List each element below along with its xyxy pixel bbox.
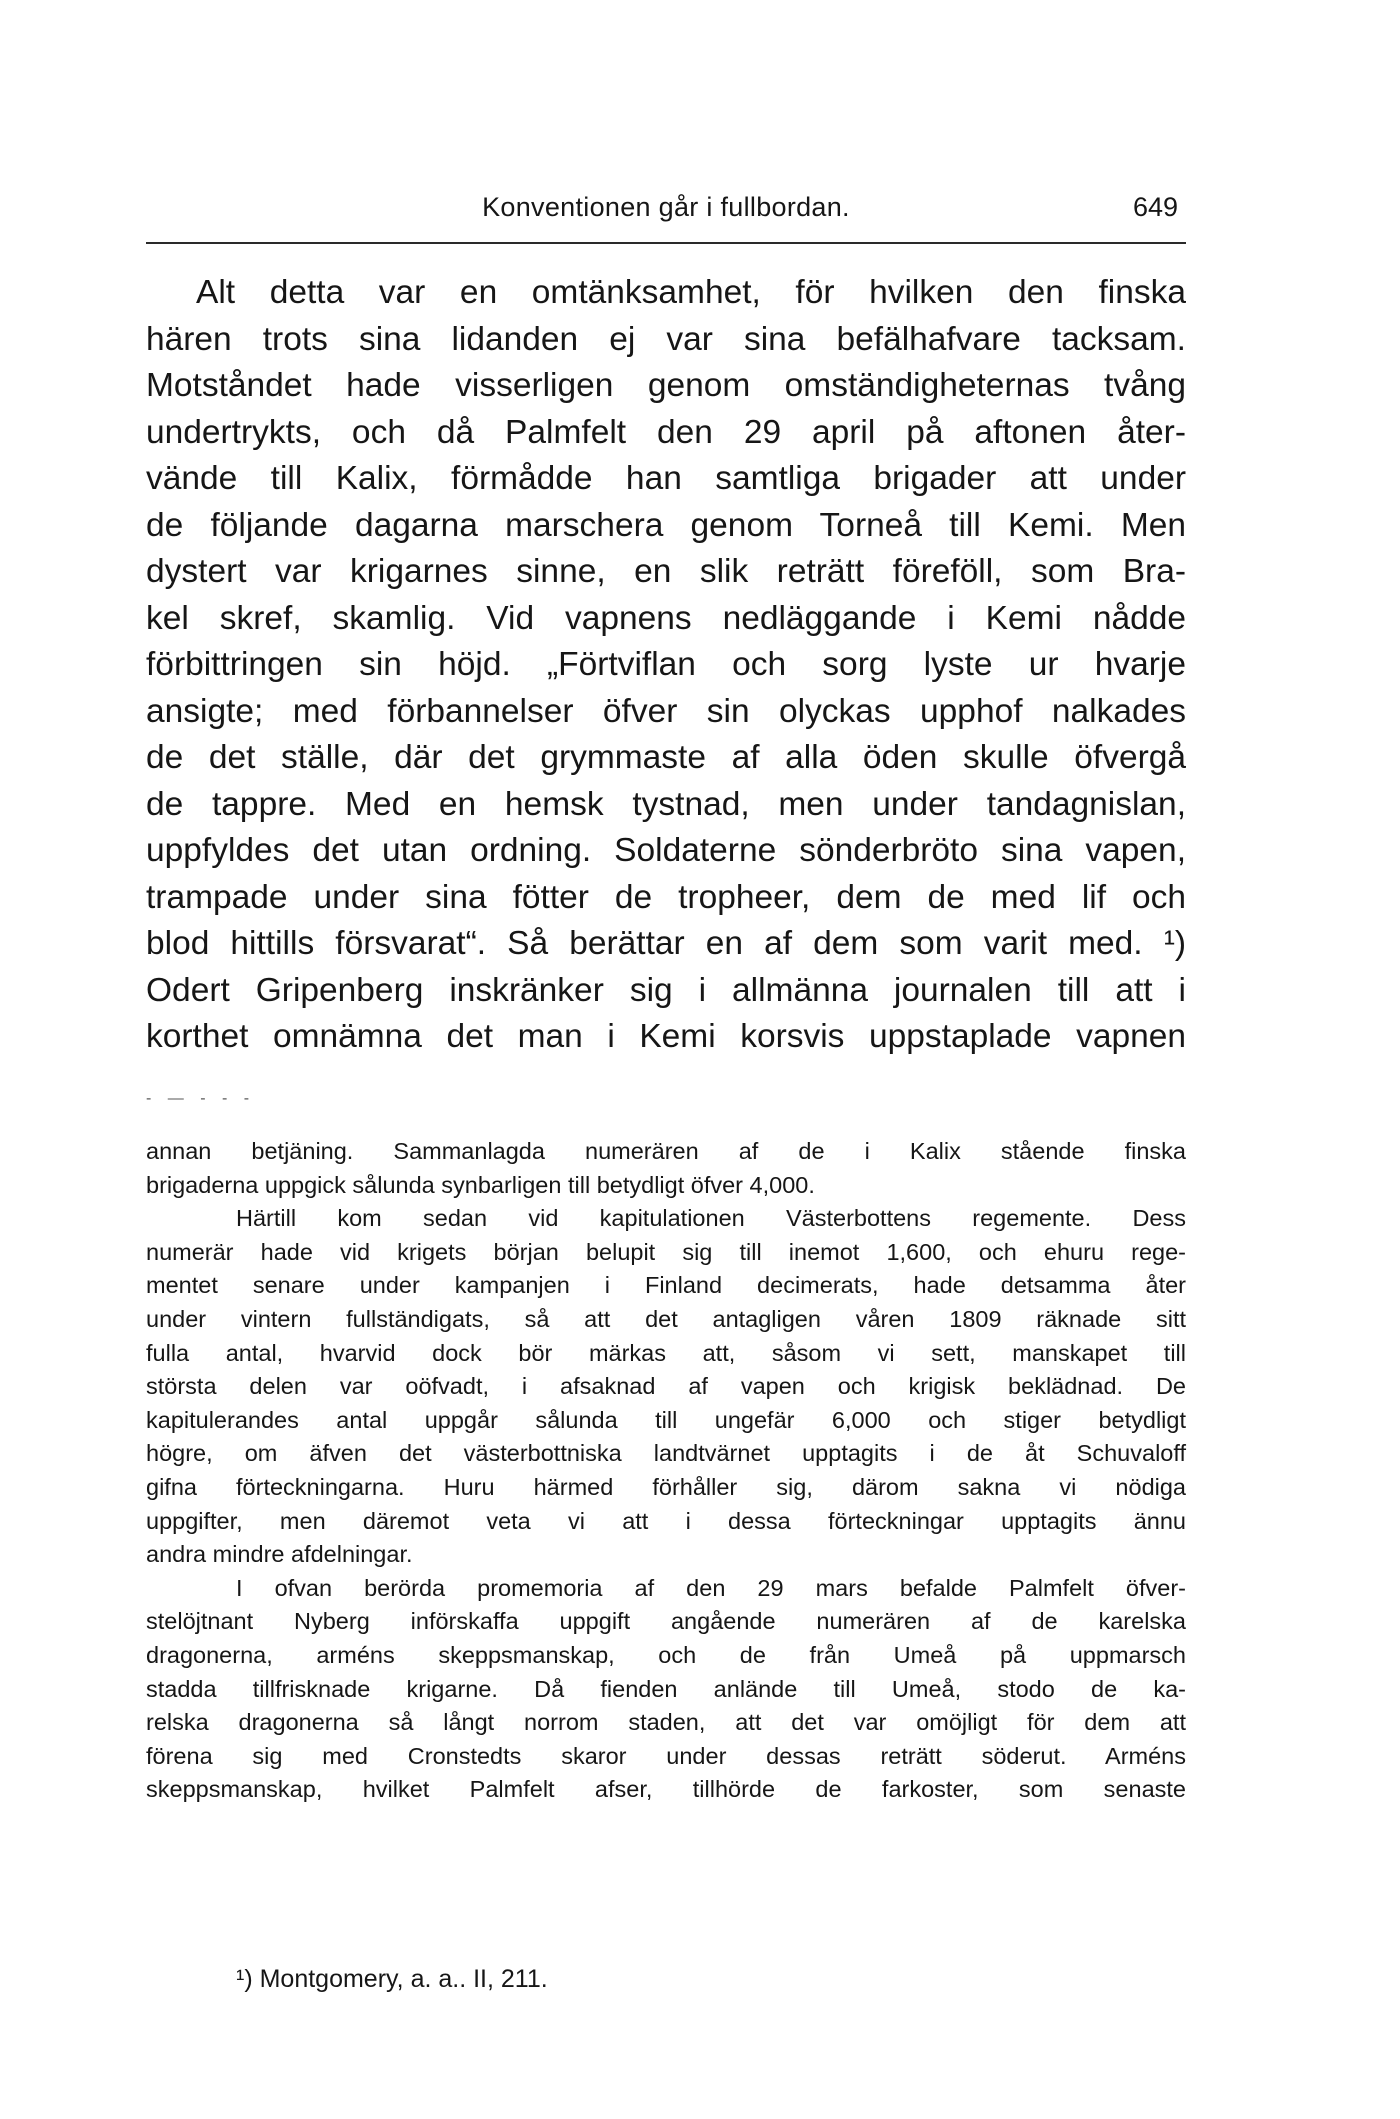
footnote-line: stadda tillfrisknade krigarne. Då fienden anlände till Umeå, stodo de ka- — [146, 1675, 1186, 1702]
text-line: undertrykts, och då Palmfelt den 29 april på aftonen åter- — [146, 413, 1186, 451]
footnote-line: andra mindre afdelningar. — [146, 1541, 413, 1568]
text-line: trampade under sina fötter de tropheer, dem de med lif och — [146, 878, 1186, 916]
text-line: förbittringen sin höjd. „Förtviflan och sorg lyste ur hvarje — [146, 646, 1186, 683]
text-line: hären trots sina lidanden ej var sina befälhafvare tacksam. — [146, 320, 1186, 358]
footnote-line: brigaderna uppgick sålunda synbarligen till betydligt öfver 4,000. — [146, 1171, 815, 1198]
footnote-line: under vintern fullständigats, så att det antagligen våren 1809 räknade sitt — [146, 1305, 1186, 1332]
footnote-line: I ofvan berörda promemoria af den 29 mars befalde Palmfelt öfver- — [236, 1574, 1186, 1601]
footnote-line: uppgifter, men däremot veta vi att i dessa förteckningar upptagits ännu — [146, 1507, 1186, 1534]
text-line: dystert var krigarnes sinne, en slik reträtt föreföll, som Bra- — [146, 553, 1186, 590]
text-line: uppfyldes det utan ordning. Soldaterne sönderbröto sina vapen, — [146, 832, 1186, 869]
text-line: Motståndet hade visserligen genom omständigheternas tvång — [146, 367, 1186, 404]
running-head — [146, 192, 1186, 232]
footnote-line: gifna förteckningarna. Huru härmed förhåller sig, därom sakna vi nödiga — [146, 1473, 1186, 1500]
fragment-mark: - — - - - — [146, 1090, 256, 1107]
footnote-line: högre, om äfven det västerbottniska landtvärnet upptagits i de åt Schuvaloff — [146, 1440, 1186, 1467]
text-line: de tappre. Med en hemsk tystnad, men under tandagnislan, — [146, 785, 1186, 823]
text-line: Odert Gripenberg inskränker sig i allmänna journalen till att i — [146, 971, 1186, 1009]
footnote-line: största delen var oöfvadt, i afsaknad af vapen och krigisk beklädnad. De — [146, 1373, 1186, 1400]
footnote-line: Härtill kom sedan vid kapitulationen Västerbottens regemente. Dess — [236, 1205, 1186, 1232]
footnote-line: numerär hade vid krigets början belupit sig till inemot 1,600, och ehuru rege- — [146, 1238, 1186, 1265]
footnote-line: relska dragonerna så långt norrom staden, att det var omöjligt för dem att — [146, 1709, 1186, 1736]
page-number: 649 — [1132, 192, 1178, 222]
text-line: de det ställe, där det grymmaste af alla öden skulle öfvergå — [146, 739, 1186, 776]
footnote-line: stelöjtnant Nyberg införskaffa uppgift angående numerären af de karelska — [146, 1608, 1186, 1635]
reference-note: ¹) Montgomery, a. a.. II, 211. — [236, 1965, 548, 1993]
text-line: vände till Kalix, förmådde han samtliga brigader att under — [146, 460, 1186, 497]
header-rule — [146, 242, 1186, 244]
footnote-line: annan betjäning. Sammanlagda numerären af de i Kalix stående finska — [146, 1138, 1186, 1164]
text-line: ansigte; med förbannelser öfver sin olyckas upphof nalkades — [146, 692, 1186, 730]
text-line: kel skref, skamlig. Vid vapnens nedläggande i Kemi nådde — [146, 599, 1186, 637]
main-text — [146, 270, 1186, 1061]
text-line: de följande dagarna marschera genom Torneå till Kemi. Men — [146, 506, 1186, 544]
text-line: Alt detta var en omtänksamhet, för hvilken den finska — [196, 274, 1186, 311]
footnotes — [146, 1135, 1186, 1807]
footnote-line: kapitulerandes antal uppgår sålunda till ungefär 6,000 och stiger betydligt — [146, 1406, 1186, 1433]
running-title: Konventionen går i fullbordan. — [482, 192, 850, 222]
footnote-line: skeppsmanskap, hvilket Palmfelt afser, tillhörde de farkoster, som senaste — [146, 1776, 1186, 1803]
footnote-line: mentet senare under kampanjen i Finland decimerats, hade detsamma åter — [146, 1272, 1186, 1299]
text-line: blod hittills försvarat“. Så berättar en af dem som varit med. ¹) — [146, 925, 1186, 962]
text-line: korthet omnämna det man i Kemi korsvis uppstaplade vapnen — [146, 1018, 1186, 1055]
footnote-line: dragonerna, arméns skeppsmanskap, och de från Umeå på uppmarsch — [146, 1641, 1186, 1668]
footnote-line: fulla antal, hvarvid dock bör märkas att, såsom vi sett, manskapet till — [146, 1339, 1186, 1366]
footnote-line: förena sig med Cronstedts skaror under dessas reträtt söderut. Arméns — [146, 1742, 1186, 1769]
